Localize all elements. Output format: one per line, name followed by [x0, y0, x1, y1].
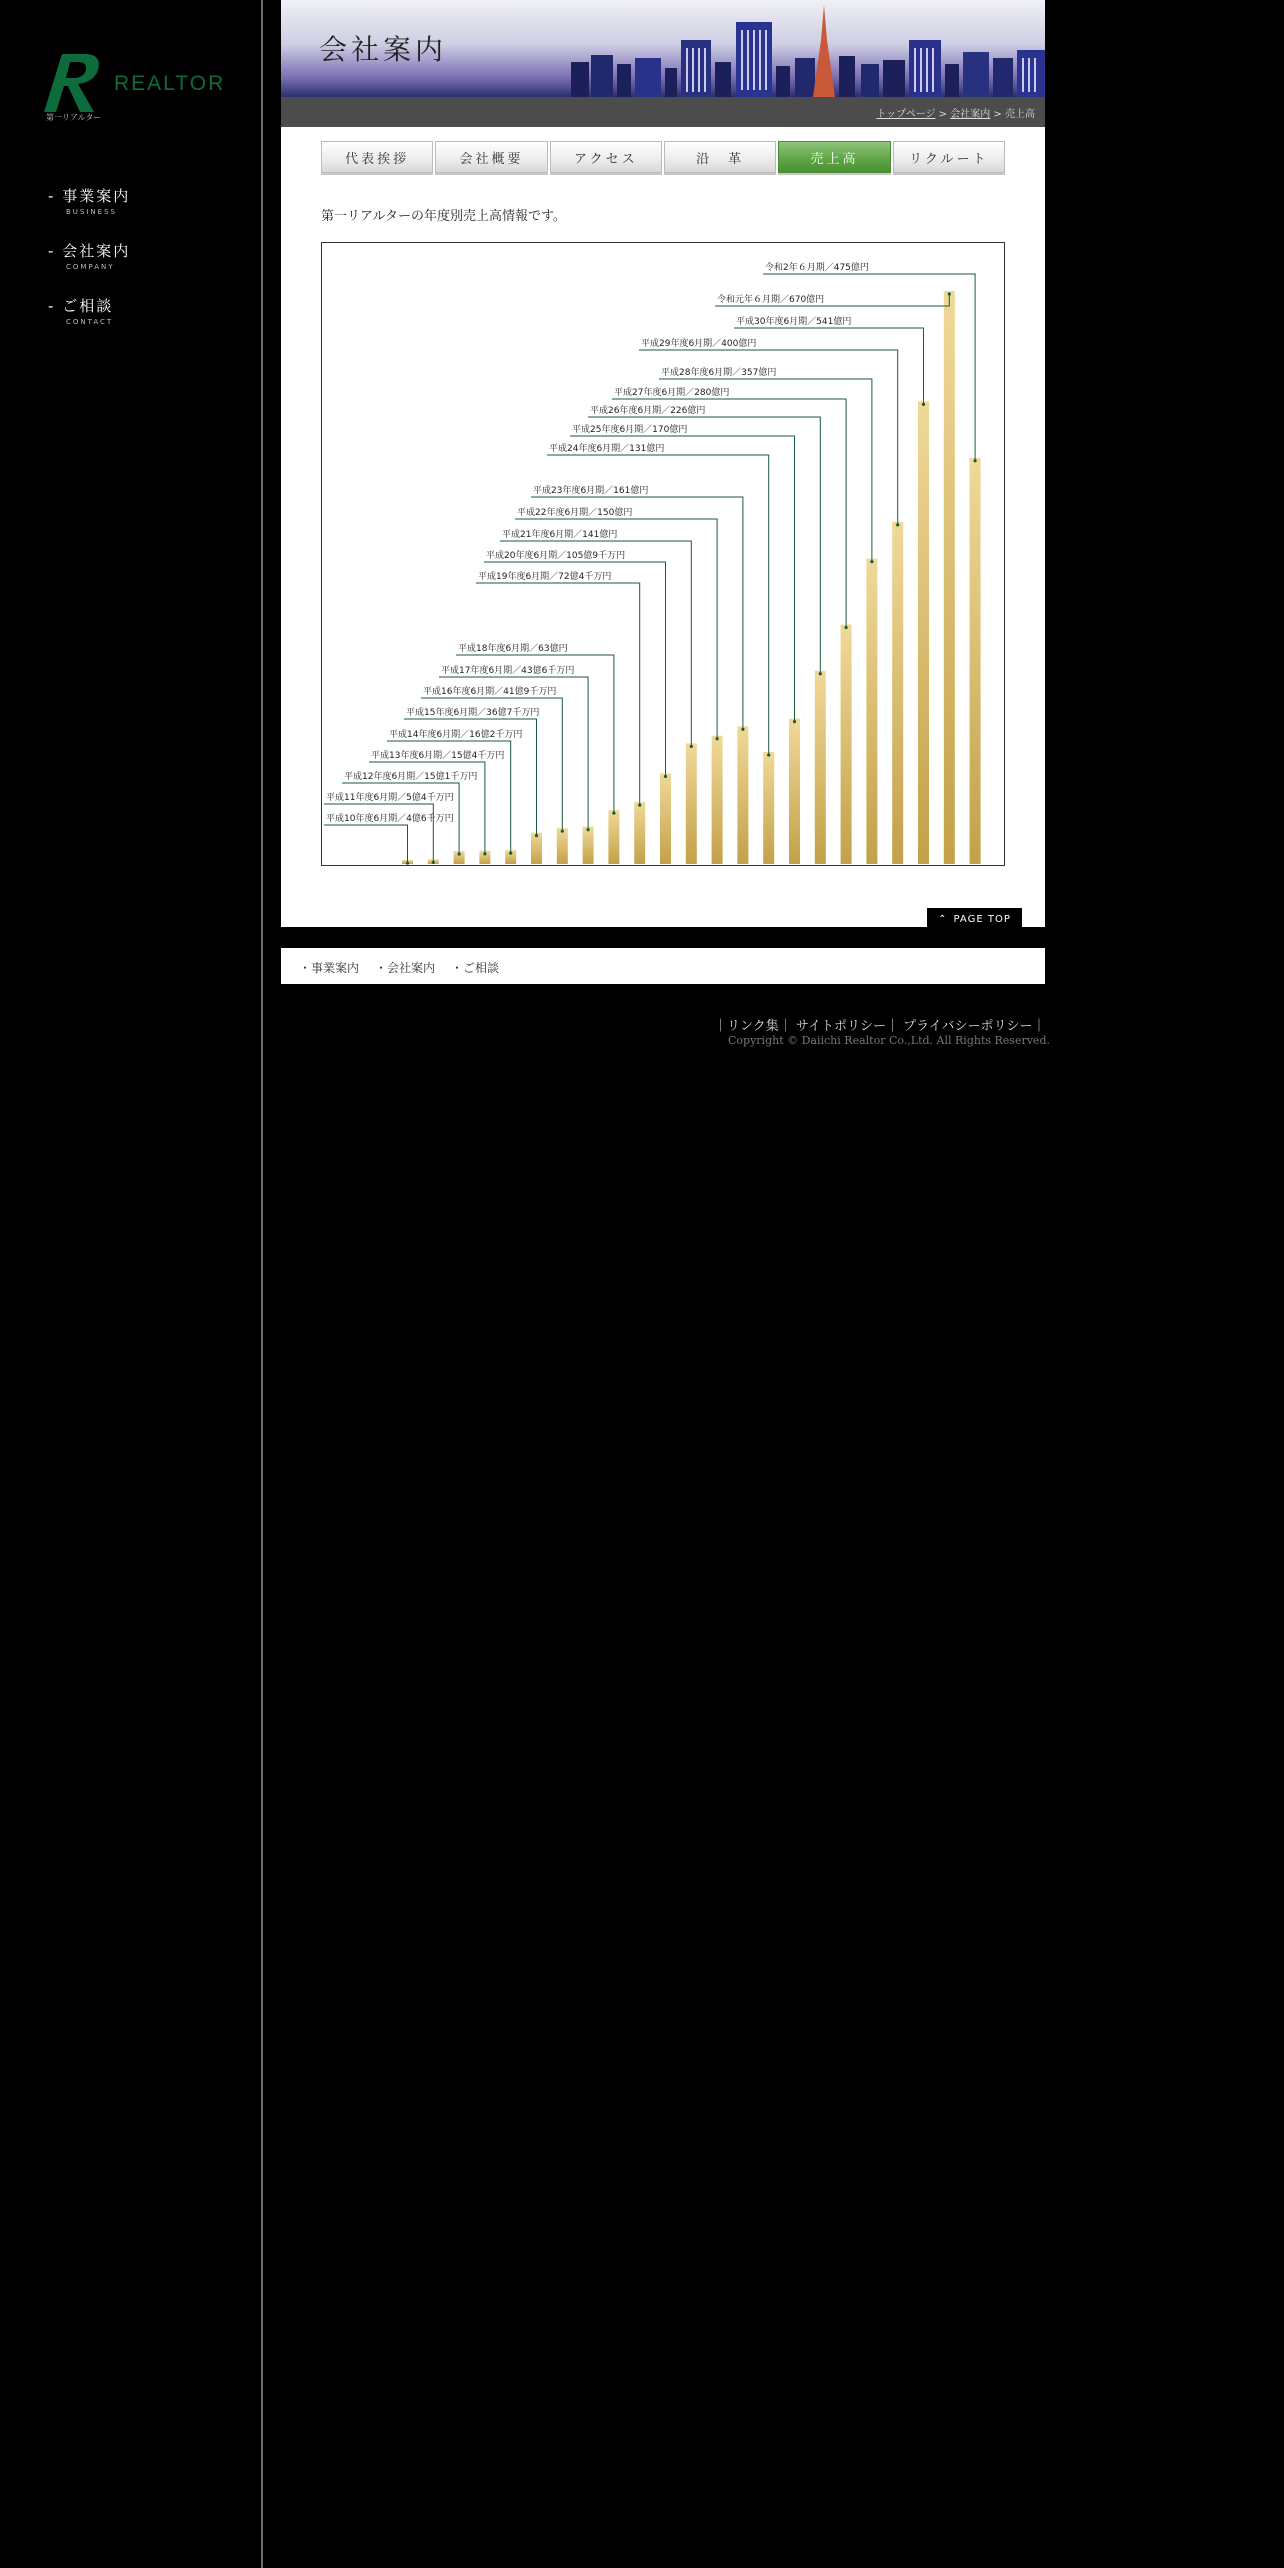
sidebar-item-sublabel: BUSINESS: [66, 208, 117, 216]
chart-data-label: 平成26年度6月期／226億円: [590, 406, 706, 416]
chart-data-label: 平成17年度6月期／43億6千万円: [441, 666, 575, 676]
breadcrumb-home-link[interactable]: トップページ: [876, 109, 936, 120]
chart-data-label: 平成12年度6月期／15億1千万円: [344, 772, 478, 782]
page-header: [281, 0, 1045, 97]
tab-greeting[interactable]: 代表挨拶: [321, 141, 433, 173]
company-logo[interactable]: [44, 52, 224, 124]
chart-bar: [763, 752, 774, 864]
footer-nav: [281, 948, 1045, 984]
tab-overview[interactable]: 会社概要: [435, 141, 547, 173]
chart-leader-line: [324, 825, 408, 863]
chart-bar: [866, 559, 877, 864]
chart-data-label: 平成13年度6月期／15億4千万円: [371, 751, 505, 761]
chart-data-label: 令和2年６月期／475億円: [765, 263, 869, 273]
chart-data-label: 平成19年度6月期／72億4千万円: [478, 572, 612, 582]
chart-data-label: 平成15年度6月期／36億7千万円: [406, 708, 540, 718]
page-top-label: PAGE TOP: [953, 913, 1011, 925]
footer-nav-business[interactable]: ・事業案内: [299, 961, 360, 975]
copyright-text: Copyright © Daiichi Realtor Co.,Ltd. All Rights Reserved.: [728, 1034, 1050, 1047]
logo-r-mark-icon: [44, 52, 104, 114]
chart-data-label: 平成11年度6月期／5億4千万円: [326, 793, 454, 803]
breadcrumb-current: 売上高: [1005, 109, 1035, 120]
breadcrumb-parent-link[interactable]: 会社案内: [950, 109, 991, 120]
chart-data-label: 平成10年度6月期／4億6千万円: [326, 814, 454, 824]
chart-bar: [970, 458, 981, 864]
chart-leader-line: [588, 417, 820, 674]
chart-bar: [660, 773, 671, 864]
tab-recruit[interactable]: リクルート: [893, 141, 1005, 173]
sidebar-item-label: - 事業案内: [48, 187, 131, 205]
chart-data-label: 平成27年度6月期／280億円: [614, 388, 730, 398]
chart-data-label: 平成20年度6月期／105億9千万円: [486, 551, 626, 561]
chevron-up-icon: ⌃: [938, 913, 948, 925]
chart-bar: [608, 810, 619, 864]
chart-bar: [634, 802, 645, 864]
breadcrumb: [281, 97, 1045, 127]
chart-data-label: 平成28年度6月期／357億円: [661, 368, 777, 378]
intro-text: 第一リアルターの年度別売上高情報です。: [321, 209, 566, 224]
chart-bar: [686, 743, 697, 864]
chart-data-label: 平成22年度6月期／150億円: [517, 508, 633, 518]
page-top-button[interactable]: [927, 908, 1022, 930]
chart-data-label: 平成14年度6月期／16億2千万円: [389, 730, 523, 740]
footer-nav-contact[interactable]: ・ご相談: [451, 961, 500, 975]
chart-data-label: 令和元年６月期／670億円: [717, 295, 825, 305]
chart-data-label: 平成24年度6月期／131億円: [549, 444, 665, 454]
tab-history[interactable]: 沿 革: [664, 141, 776, 173]
city-skyline-image: [561, 0, 1045, 97]
chart-bar: [557, 828, 568, 864]
sales-chart: [321, 242, 1005, 866]
chart-bar: [789, 719, 800, 864]
tab-access[interactable]: アクセス: [550, 141, 662, 173]
chart-bar: [841, 625, 852, 864]
chart-bar: [815, 671, 826, 864]
sidebar-item-sublabel: CONTACT: [66, 318, 114, 326]
chart-bar: [737, 726, 748, 864]
chart-data-label: 平成29年度6月期／400億円: [641, 339, 757, 349]
chart-data-label: 平成30年度6月期／541億円: [736, 317, 852, 327]
subnav-tabs: [321, 141, 1005, 173]
chart-bar: [712, 736, 723, 864]
chart-bar: [944, 291, 955, 864]
tab-sales[interactable]: 売上高: [778, 141, 890, 173]
chart-data-label: 平成21年度6月期／141億円: [502, 530, 618, 540]
sidebar: [0, 0, 263, 2568]
sidebar-item-label: - 会社案内: [48, 242, 131, 260]
chart-bar: [583, 827, 594, 864]
breadcrumb-separator: >: [935, 109, 951, 120]
breadcrumb-separator: >: [990, 109, 1005, 120]
sidebar-item-sublabel: COMPANY: [66, 263, 115, 271]
main-content: [281, 127, 1045, 927]
footer-links[interactable]: ｜リンク集｜ サイトポリシー｜ プライバシーポリシー｜: [714, 1019, 1046, 1034]
logo-wordmark: REALTOR: [114, 72, 226, 95]
chart-leader-line: [734, 328, 924, 404]
chart-leader-line: [324, 804, 433, 862]
chart-data-label: 平成16年度6月期／41億9千万円: [423, 687, 557, 697]
chart-bar: [918, 401, 929, 864]
logo-subtitle: 第一リアルター: [46, 113, 102, 122]
chart-bar: [892, 522, 903, 864]
chart-data-label: 平成18年度6月期／63億円: [458, 644, 568, 654]
footer-nav-company[interactable]: ・会社案内: [375, 961, 436, 975]
chart-data-label: 平成23年度6月期／161億円: [533, 486, 649, 496]
page-title: 会社案内: [319, 33, 448, 66]
chart-leader-line: [547, 455, 769, 755]
chart-data-label: 平成25年度6月期／170億円: [572, 425, 688, 435]
sales-chart-svg: [322, 243, 1004, 865]
sidebar-item-label: - ご相談: [48, 297, 114, 315]
chart-bar: [531, 833, 542, 864]
